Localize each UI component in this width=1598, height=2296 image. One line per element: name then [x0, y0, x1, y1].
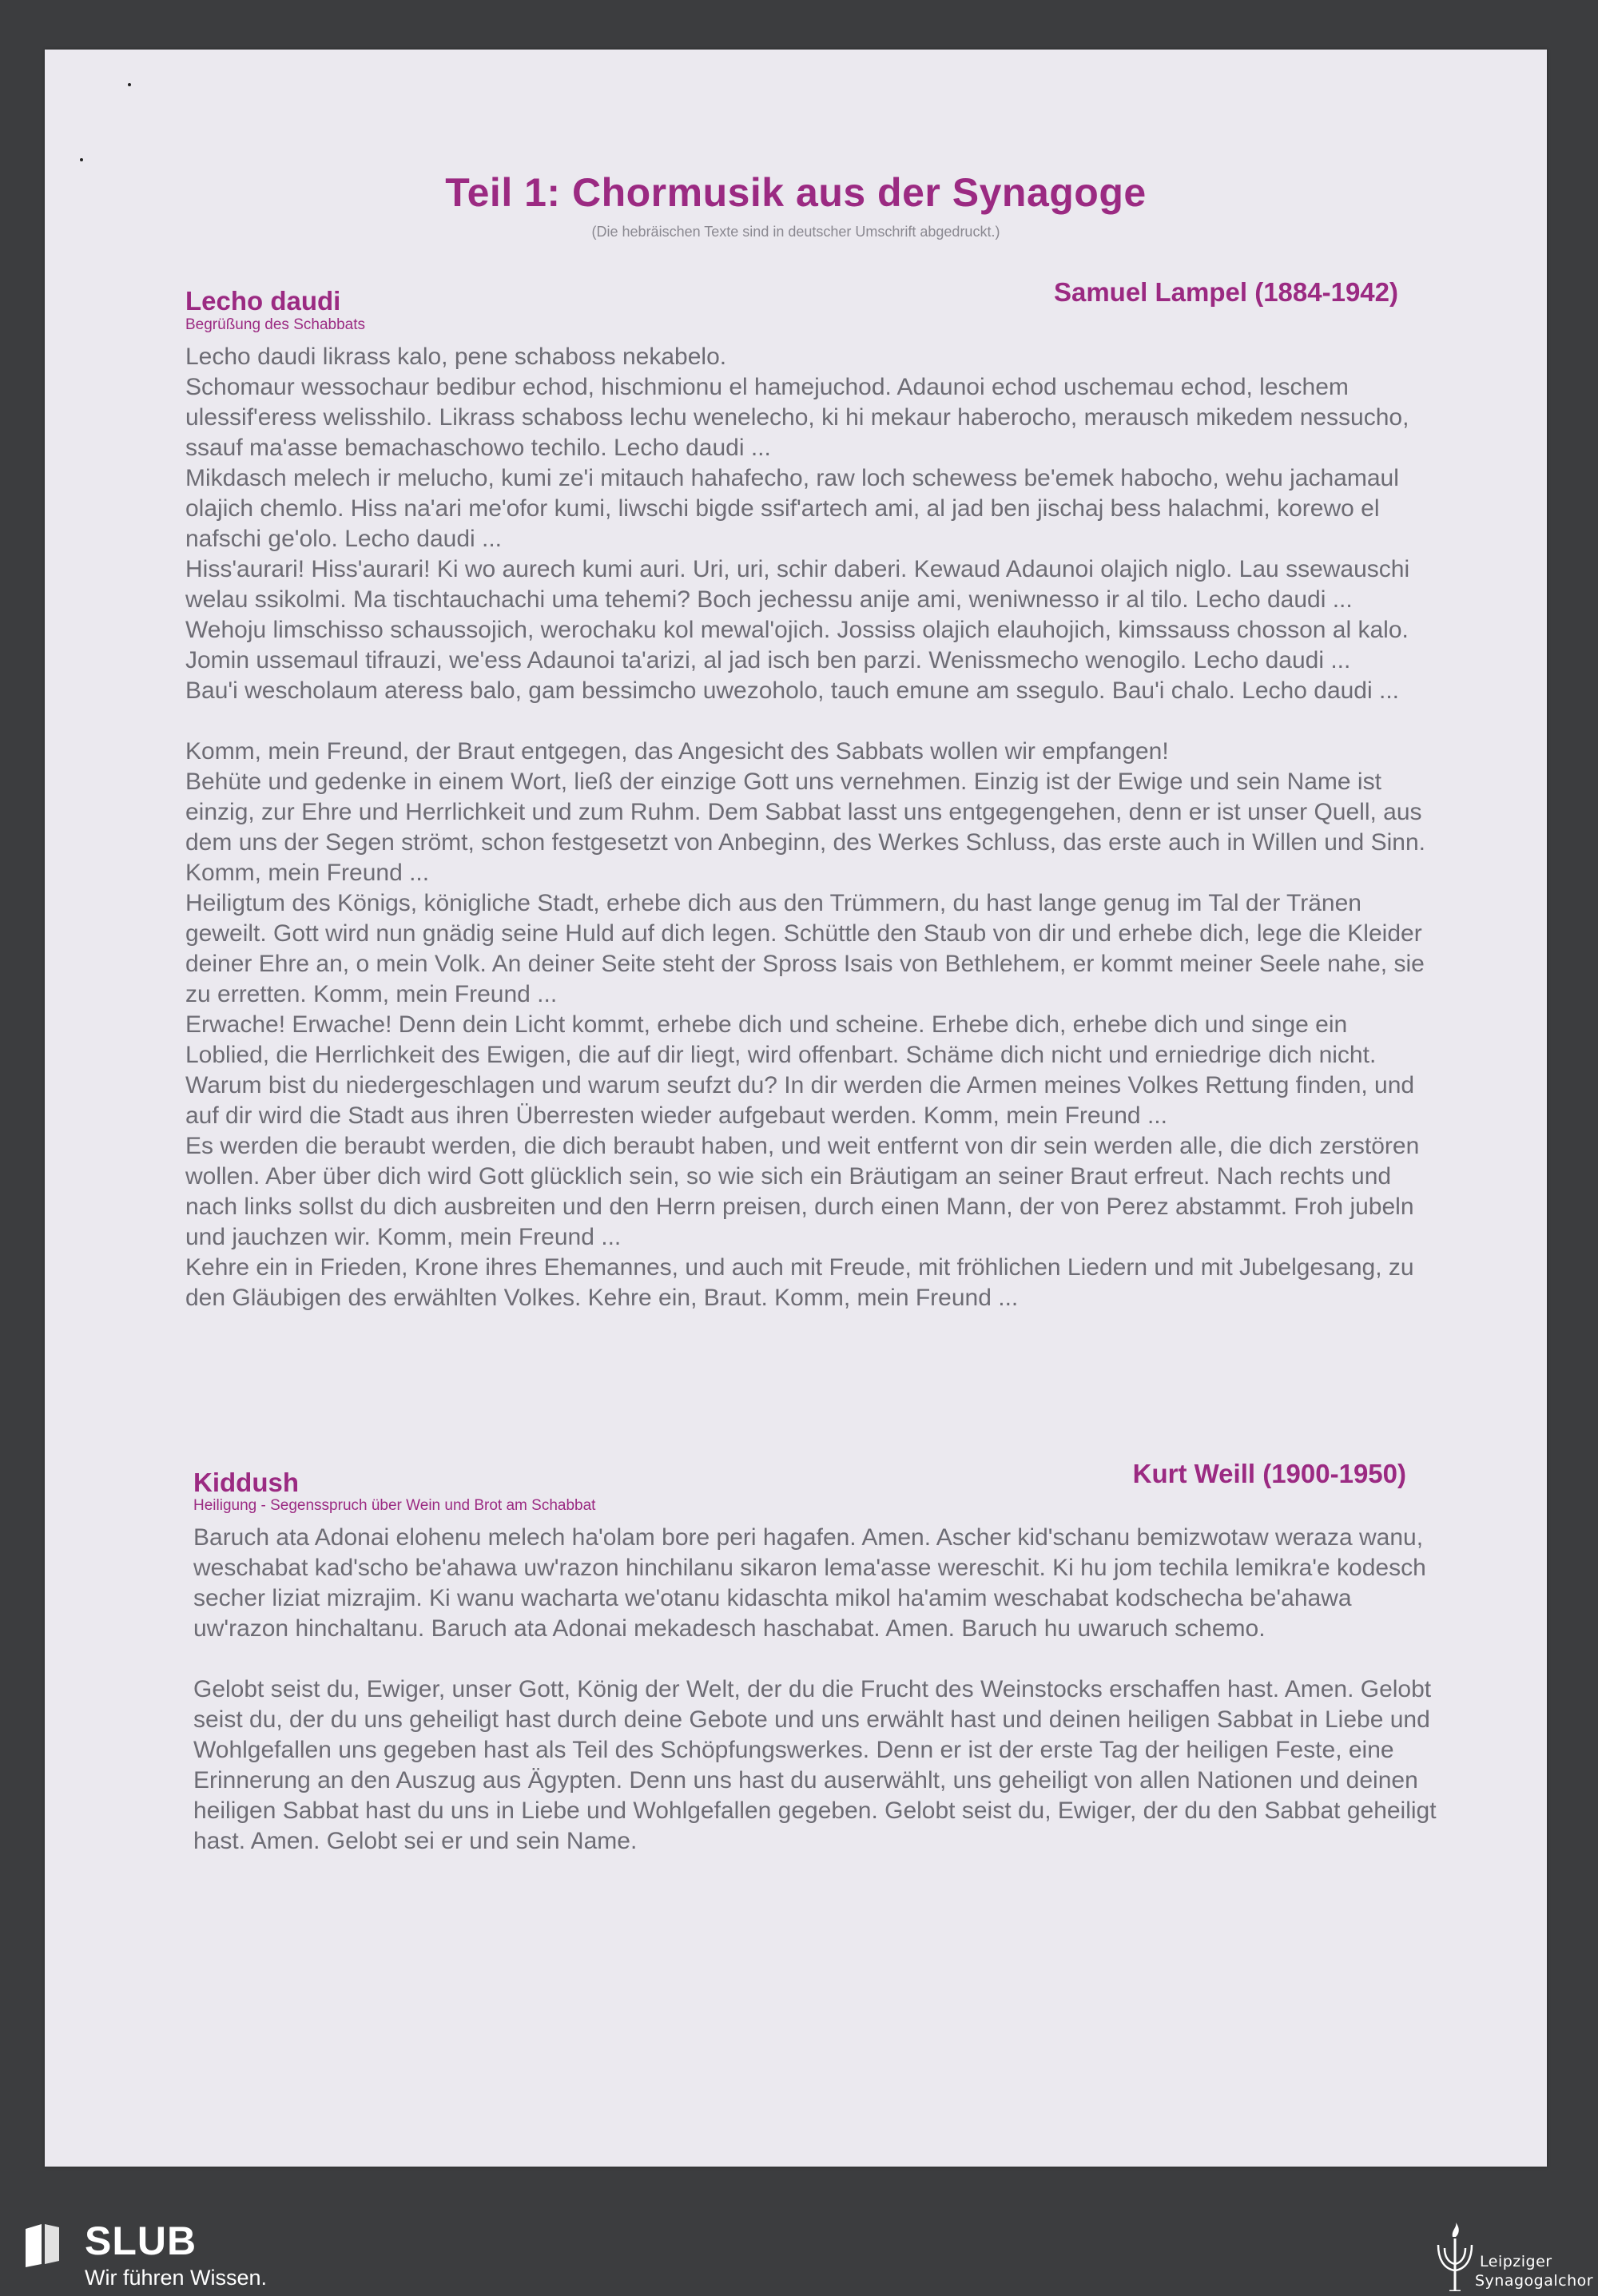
german-paragraph: Komm, mein Freund, der Braut entgegen, das Angesicht des Sabbats wollen wir empfangen!: [185, 738, 1169, 765]
chor-name-line2: Synagogalchor: [1475, 2272, 1594, 2290]
book-icon: [24, 2221, 61, 2269]
german-paragraph: Es werden die beraubt werden, die dich beraubt haben, und weit entfernt von dir sein werden alle, die dich zerstören wollen. Aber über dich wird Gott glücklich sein, so wie sich ein Bräutigam an seiner Braut erfreut. Nach rechts und nach links sollst du dich ausbreiten und den Herrn preisen, durch einen Mann, der von Perez abstammt. Froh jubeln und jauchzen wir. Komm, mein Freund ...: [185, 1133, 1420, 1250]
document-page: [45, 50, 1547, 2167]
german-paragraph: Erwache! Erwache! Denn dein Licht kommt, erhebe dich und scheine. Erhebe dich, erhebe dich und singe ein Loblied, die Herrlichkeit des Ewigen, die auf dir liegt, wird offenbart. Schäme dich nicht und erniedrige dich nicht. Warum bist du niedergeschlagen und warum seufzt du? In dir werden die Armen meines Volkes Rettung finden, und auf dir wird die Stadt aus ihren Überresten wieder aufgebaut werden. Komm, mein Freund ...: [185, 1011, 1415, 1129]
page-subtitle: (Die hebräischen Texte sind in deutscher Umschrift abgedruckt.): [591, 224, 1000, 240]
kiddush-text: [193, 1523, 1440, 1857]
footer-bar: [0, 2215, 1598, 2296]
menorah-icon: [1433, 2223, 1477, 2291]
hebrew-paragraph: Baruch ata Adonai elohenu melech ha'olam bore peri hagafen. Amen. Ascher kid'schanu bemizwotaw weraza wanu, weschabat kad'scho be'ahawa uw'razon hinchilanu sikaron lema'asse wereschit. Ki hu jom techila lemikra'e kodesch secher liziat mizrajim. Ki wanu wacharta we'otanu kidaschta mikol ha'amim weschabat kodschecha be'ahawa uw'razon hinchaltanu. Baruch ata Adonai mekadesch haschabat. Amen. Baruch hu uwaruch schemo.: [193, 1524, 1426, 1642]
paper-speck: [128, 83, 131, 86]
lecho-daudi-text: [185, 342, 1432, 1313]
piece-title-lecho-daudi: Lecho daudi: [185, 286, 341, 316]
german-paragraph: Heiligtum des Königs, königliche Stadt, erhebe dich aus den Trümmern, du hast lange genug im Tal der Tränen geweilt. Gott wird nun gnädig seine Huld auf dich legen. Schüttle den Staub von dir und erhebe dich, lege die Kleider deiner Ehre an, o mein Volk. An deiner Seite steht der Spross Isais von Bethlehem, er kommt meiner Seele nahe, sie zu erretten. Komm, mein Freund ...: [185, 890, 1425, 1007]
slub-tagline: Wir führen Wissen.: [85, 2266, 268, 2290]
piece-title-kiddush: Kiddush: [193, 1468, 299, 1497]
page-title: Teil 1: Chormusik aus der Synagoge: [445, 170, 1147, 215]
hebrew-paragraph: Schomaur wessochaur bedibur echod, hischmionu el hamejuchod. Adaunoi echod uschemau echod, leschem ulessif'eress welisshilo. Likrass schaboss lechu wenelecho, ki hi mekaur haberocho, merausch mikedem nessucho, ssauf ma'asse bemachaschowo techilo. Lecho daudi ...: [185, 374, 1409, 461]
paper-speck: [80, 158, 83, 161]
piece-composer-lampel: Samuel Lampel (1884-1942): [1053, 277, 1398, 307]
german-paragraph: Gelobt seist du, Ewiger, unser Gott, König der Welt, der du die Frucht des Weinstocks erschaffen hast. Amen. Gelobt seist du, der du uns geheiligt hast durch deine Gebote und uns erwählt hast und deinen heiligen Sabbat in Liebe und Wohlgefallen uns gegeben hast als Teil des Schöpfungswerkes. Denn er ist der erste Tag der heiligen Feste, eine Erinnerung an den Auszug aus Ägypten. Denn uns hast du auserwählt, uns geheiligt von allen Nationen und deinen heiligen Sabbat hast du uns in Liebe und Wohlgefallen gegeben. Gelobt seist du, Ewiger, der du den Sabbat geheiligt hast. Amen. Gelobt sei er und sein Name.: [193, 1676, 1437, 1854]
hebrew-paragraph: Lecho daudi likrass kalo, pene schaboss nekabelo.: [185, 344, 727, 370]
piece-subtitle-kiddush: Heiligung - Segensspruch über Wein und Brot am Schabbat: [193, 1497, 596, 1514]
hebrew-paragraph: Bau'i wescholaum ateress balo, gam bessimcho uwezoholo, tauch emune am ssegulo. Bau'i chalo. Lecho daudi ...: [185, 677, 1399, 704]
slub-logo-text: SLUB: [85, 2219, 197, 2263]
hebrew-paragraph: Mikdasch melech ir melucho, kumi ze'i mitauch hahafecho, raw loch schewess be'emek habocho, wehu jachamaul olajich chemlo. Hiss na'ari me'ofor kumi, liwschi bigde ssif'artech ami, al jad ben jischaj bess halachmi, korewo el nafschi ge'olo. Lecho daudi ...: [185, 465, 1399, 552]
german-paragraph: Kehre ein in Frieden, Krone ihres Ehemannes, und auch mit Freude, mit fröhlichen Liedern und mit Jubelgesang, zu den Gläubigen des erwählten Volkes. Kehre ein, Braut. Komm, mein Freund ...: [185, 1254, 1414, 1311]
hebrew-paragraph: Wehoju limschisso schaussojich, werochaku kol mewal'ojich. Jossiss olajich elauhojich, kimssauss chosson al kalo. Jomin ussemaul tifrauzi, we'ess Adaunoi ta'arizi, al jad isch ben parzi. Wenissmecho wenogilo. Lecho daudi ...: [185, 617, 1409, 673]
piece-subtitle-lecho-daudi: Begrüßung des Schabbats: [185, 316, 365, 333]
hebrew-paragraph: Hiss'aurari! Hiss'aurari! Ki wo aurech kumi auri. Uri, uri, schir daberi. Kewaud Adaunoi olajich niglo. Lau ssewauschi welau ssikolmi. Ma tischtauchachi uma tehemi? Boch jechessu anije ami, weniwnesso ir al tilo. Lecho daudi ...: [185, 556, 1410, 613]
piece-composer-weill: Kurt Weill (1900-1950): [1132, 1459, 1406, 1488]
german-paragraph: Behüte und gedenke in einem Wort, ließ der einzige Gott uns vernehmen. Einzig ist der Ewige und sein Name ist einzig, zur Ehre und Herrlichkeit und zum Ruhm. Dem Sabbat lasst uns entgegengehen, denn er ist unser Quell, aus dem uns der Segen strömt, schon festgesetzt von Anbeginn, des Werkes Schluss, das erste auch in Willen und Sinn. Komm, mein Freund ...: [185, 769, 1425, 886]
chor-name-line1: Leipziger: [1480, 2253, 1552, 2270]
